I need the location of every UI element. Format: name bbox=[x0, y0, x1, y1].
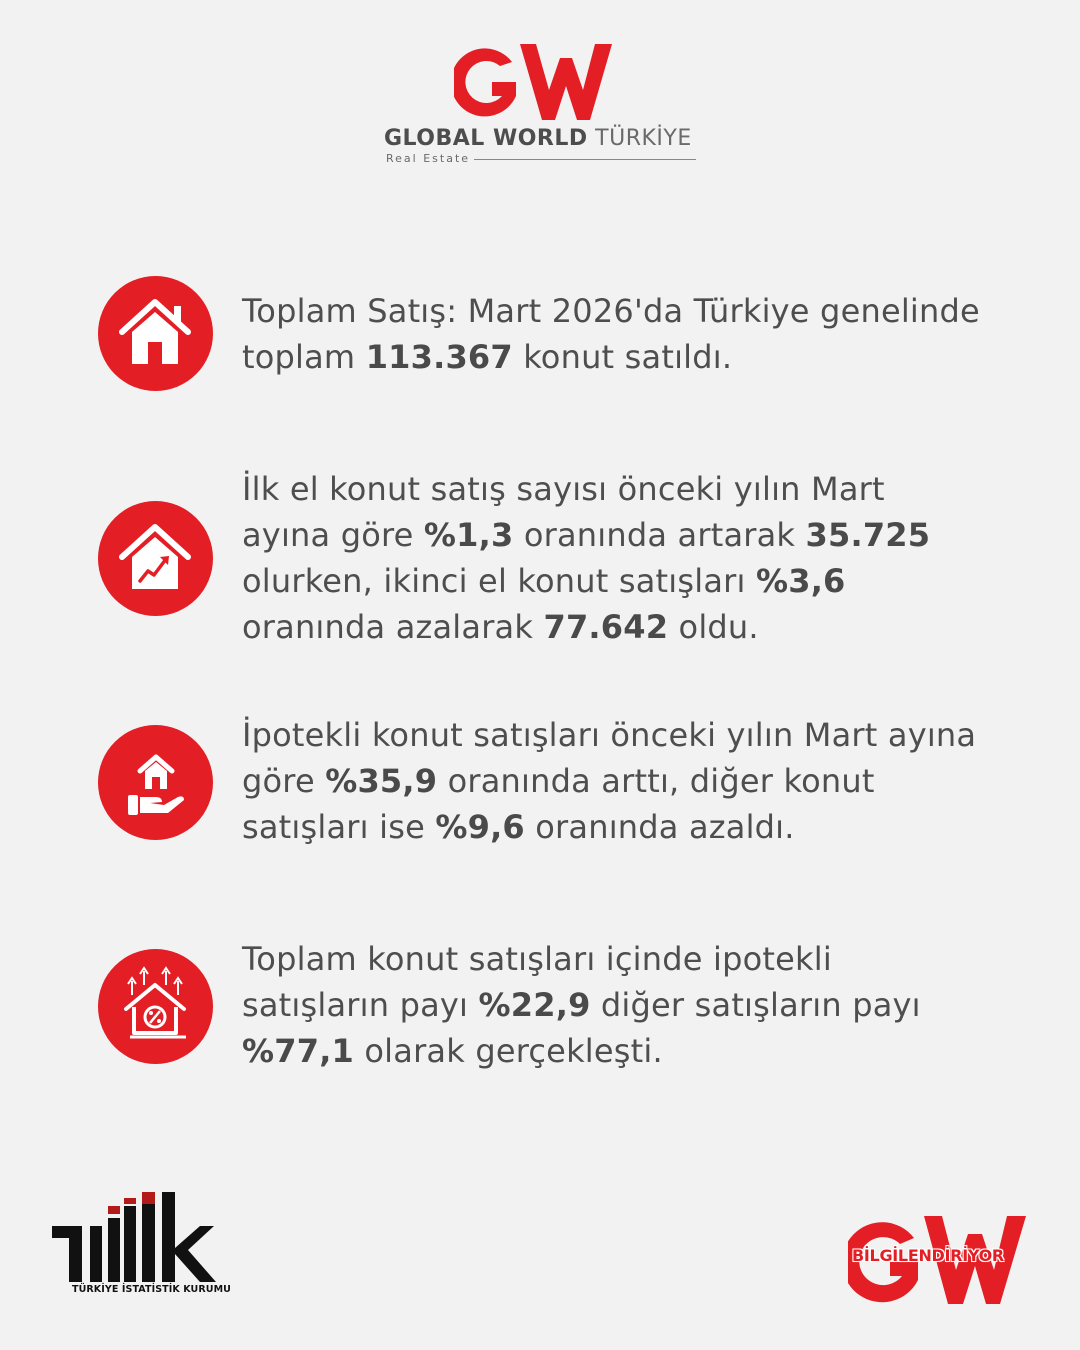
stat-text-segment: İpotekli konut satışları önceki yılın Mart ayına göre bbox=[242, 716, 977, 800]
tuik-caption: TÜRKİYE İSTATİSTİK KURUMU bbox=[72, 1284, 231, 1295]
brand-name-bold: GLOBAL WORLD bbox=[384, 126, 588, 151]
stat-text-segment: oranında azaldı. bbox=[524, 808, 795, 846]
stat-text bbox=[242, 712, 982, 850]
stat-text-segment: Toplam Satış: Mart 2026'da Türkiye genelinde toplam bbox=[242, 292, 980, 376]
stat-text bbox=[242, 466, 982, 650]
stat-text bbox=[242, 288, 982, 380]
stat-text-segment: konut satıldı. bbox=[512, 338, 733, 376]
stat-text-segment: olarak gerçekleşti. bbox=[354, 1032, 663, 1070]
brand-name-light: TÜRKİYE bbox=[595, 126, 692, 151]
stat-highlight: 35.725 bbox=[805, 516, 931, 554]
house-in-hand-icon bbox=[98, 725, 213, 840]
house-growth-icon bbox=[98, 501, 213, 616]
tuik-logo-mark bbox=[50, 1192, 220, 1284]
stat-text-segment: oranında artarak bbox=[513, 516, 806, 554]
icon-circle bbox=[98, 725, 213, 840]
icon-circle bbox=[98, 276, 213, 391]
brand-subtitle: Real Estate bbox=[386, 152, 471, 165]
icon-circle bbox=[98, 949, 213, 1064]
brand-divider bbox=[474, 159, 696, 160]
tuik-logo bbox=[50, 1192, 231, 1304]
stat-text-segment: oldu. bbox=[668, 608, 759, 646]
stat-highlight: %3,6 bbox=[755, 562, 846, 600]
stat-highlight: %35,9 bbox=[325, 762, 438, 800]
gw-logo-mark bbox=[454, 38, 614, 124]
brand-name bbox=[384, 126, 692, 151]
stat-text-segment: oranında arttı, diğer konut satışları ise bbox=[242, 762, 875, 846]
stat-highlight: %1,3 bbox=[423, 516, 514, 554]
gw-footer-tagline: BİLGİLENDİRİYOR bbox=[852, 1246, 1004, 1265]
house-icon bbox=[98, 276, 213, 391]
stat-text-segment: İlk el konut satış sayısı önceki yılın Mart ayına göre bbox=[242, 470, 885, 554]
gw-bilgilendiriyor-logo bbox=[848, 1212, 1030, 1308]
stat-highlight: %22,9 bbox=[478, 986, 591, 1024]
stat-highlight: %9,6 bbox=[435, 808, 525, 846]
house-percent-icon bbox=[98, 949, 213, 1064]
stat-text-segment: olurken, ikinci el konut satışları bbox=[242, 562, 756, 600]
stat-highlight: 113.367 bbox=[365, 338, 513, 376]
stat-highlight: 77.642 bbox=[543, 608, 669, 646]
stat-text bbox=[242, 936, 982, 1074]
stat-text-segment: Toplam konut satışları içinde ipotekli satışların payı bbox=[242, 940, 832, 1024]
stat-text-segment: diğer satışların payı bbox=[590, 986, 921, 1024]
global-world-logo bbox=[380, 38, 710, 173]
icon-circle bbox=[98, 501, 213, 616]
stat-text-segment: oranında azalarak bbox=[242, 608, 544, 646]
stat-highlight: %77,1 bbox=[242, 1032, 355, 1070]
